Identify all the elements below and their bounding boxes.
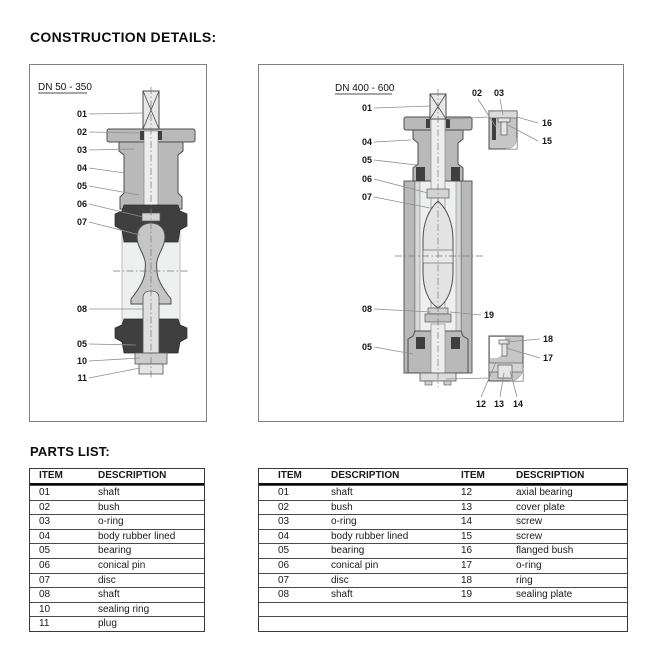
item-cell: 14 [461, 516, 473, 528]
table-row [259, 602, 627, 617]
item-cell: 02 [278, 501, 290, 513]
callout-01: 01 [361, 103, 372, 113]
callout-03: 03 [76, 145, 87, 155]
description-cell: ring [516, 574, 533, 586]
description-cell: sealing plate [516, 589, 573, 601]
description-cell [331, 617, 461, 631]
description-cell: cover plate [516, 501, 565, 513]
callout-16: 16 [542, 118, 553, 128]
callout-17: 17 [543, 353, 554, 363]
table-row [259, 616, 627, 631]
description-cell [516, 617, 627, 631]
table-row [259, 514, 627, 529]
item-cell: 02 [39, 501, 51, 513]
description-cell: bush [331, 501, 353, 513]
valve-cross-section-dn400-600 [259, 65, 623, 421]
header-item-2: ITEM [461, 470, 485, 481]
lower-bearing-right [451, 337, 460, 349]
callout-04: 04 [361, 137, 372, 147]
item-cell: 11 [39, 618, 50, 630]
table-row [259, 587, 627, 602]
callout-07: 07 [76, 217, 87, 227]
table-body [259, 485, 627, 631]
item-cell: 01 [39, 487, 51, 498]
item-cell: 19 [461, 589, 473, 601]
dn50-350-label-group [38, 82, 92, 93]
description-cell: disc [98, 574, 116, 586]
item-cell: 17 [461, 559, 473, 571]
callout-15: 15 [542, 136, 553, 146]
callout-18: 18 [543, 334, 554, 344]
description-cell: disc [331, 574, 349, 586]
description-cell: plug [98, 618, 117, 630]
description-cell: shaft [331, 589, 353, 601]
item-cell: 18 [461, 574, 473, 586]
item-cell: 05 [278, 545, 290, 557]
page-title: CONSTRUCTION DETAILS: [30, 29, 217, 45]
diagram-dn50-350 [29, 64, 207, 422]
callout-05: 05 [76, 181, 87, 191]
item-cell: 03 [39, 516, 51, 528]
bush-right [446, 119, 450, 128]
callout-08: 08 [361, 304, 372, 314]
description-cell: screw [516, 530, 543, 542]
table-header-row [30, 469, 204, 485]
table-row [30, 500, 204, 515]
table-body [30, 485, 204, 631]
item-cell: 03 [278, 516, 290, 528]
item-cell: 13 [461, 501, 473, 513]
table-row [30, 485, 204, 500]
description-cell: sealing ring [98, 603, 150, 615]
item-cell: 15 [461, 530, 473, 542]
item-cell [461, 617, 516, 631]
description-cell: shaft [98, 487, 120, 498]
item-cell: 08 [39, 589, 51, 601]
table-row [259, 543, 627, 558]
item-cell [461, 603, 516, 617]
detail-inset-top [489, 111, 517, 149]
item-cell: 16 [461, 545, 473, 557]
bush-left [140, 131, 144, 140]
screw-shank [502, 344, 507, 356]
description-cell: conical pin [98, 559, 146, 571]
callout-05: 05 [361, 155, 372, 165]
callout-06: 06 [76, 199, 87, 209]
table-row [30, 558, 204, 573]
item-cell: 07 [39, 574, 51, 586]
diagram-label: DN 400 - 600 [335, 83, 395, 94]
table-row [259, 485, 627, 500]
screw-foot [444, 381, 451, 385]
callout-10: 10 [76, 356, 87, 366]
description-cell: o-ring [516, 559, 542, 571]
parts-table-dn400-600 [258, 468, 628, 632]
table-row [259, 500, 627, 515]
table-row [259, 558, 627, 573]
seal-foot-left [416, 167, 425, 181]
seal-foot-right [451, 167, 460, 181]
diagram-label: DN 50 - 350 [38, 82, 92, 93]
description-cell: shaft [98, 589, 120, 601]
item-cell: 06 [278, 559, 290, 571]
dn400-600-label-group [335, 83, 395, 94]
item-cell: 08 [278, 589, 290, 601]
description-cell: bush [98, 501, 120, 513]
item-cell: 12 [461, 487, 473, 498]
callout-02: 02 [76, 127, 87, 137]
callout-05b: 05 [361, 342, 372, 352]
table-row [259, 573, 627, 588]
callout-07: 07 [361, 192, 372, 202]
header-item: ITEM [39, 470, 63, 481]
description-cell: flanged bush [516, 545, 574, 557]
callout-03: 03 [493, 88, 505, 98]
table-row [30, 616, 204, 631]
screw-foot [425, 381, 432, 385]
callout-06: 06 [361, 174, 372, 184]
callout-11: 11 [77, 373, 87, 383]
description-cell: o-ring [98, 516, 124, 528]
screw-head [498, 118, 510, 122]
description-cell: screw [516, 516, 543, 528]
callout-12: 12 [475, 399, 487, 409]
parts-list-title: PARTS LIST: [30, 444, 110, 459]
callout-08: 08 [76, 304, 87, 314]
callout-04: 04 [76, 163, 87, 173]
description-cell: bearing [98, 545, 132, 557]
callout-13: 13 [493, 399, 505, 409]
table-row [30, 529, 204, 544]
header-description: DESCRIPTION [331, 470, 400, 481]
description-cell: body rubber lined [98, 530, 176, 542]
description-cell: shaft [331, 487, 353, 498]
screw-shank [501, 122, 507, 135]
callout-14: 14 [512, 399, 524, 409]
table-row [30, 602, 204, 617]
table-header-row [259, 469, 627, 485]
header-item: ITEM [278, 470, 302, 481]
description-cell: body rubber lined [331, 530, 409, 542]
item-cell: 04 [39, 530, 51, 542]
table-row [30, 514, 204, 529]
item-cell: 04 [278, 530, 290, 542]
item-cell: 05 [39, 545, 51, 557]
callout-19: 19 [484, 310, 495, 320]
table-row [259, 529, 627, 544]
description-cell: bearing [331, 545, 365, 557]
item-cell: 07 [278, 574, 290, 586]
description-cell [331, 603, 461, 617]
header-description: DESCRIPTION [98, 470, 167, 481]
table-row [30, 543, 204, 558]
parts-table-dn50-350 [29, 468, 205, 632]
item-cell [259, 603, 331, 617]
item-cell: 01 [278, 487, 290, 498]
detail-inset-bottom [489, 336, 523, 381]
description-cell: axial bearing [516, 487, 573, 498]
callout-labels [77, 109, 87, 383]
valve-cross-section-dn50-350 [30, 65, 206, 421]
description-cell: o-ring [331, 516, 357, 528]
callout-01: 01 [76, 109, 87, 119]
bush-right [158, 131, 162, 140]
table-row [30, 587, 204, 602]
item-cell: 10 [39, 603, 51, 615]
bush-left [426, 119, 430, 128]
header-description-2: DESCRIPTION [516, 470, 585, 481]
lower-bearing-left [416, 337, 425, 349]
description-cell: conical pin [331, 559, 379, 571]
description-cell [516, 603, 627, 617]
item-cell: 06 [39, 559, 51, 571]
callout-05b: 05 [76, 339, 87, 349]
item-cell [259, 617, 331, 631]
diagram-dn400-600 [258, 64, 624, 422]
callout-02: 02 [471, 88, 483, 98]
table-row [30, 573, 204, 588]
